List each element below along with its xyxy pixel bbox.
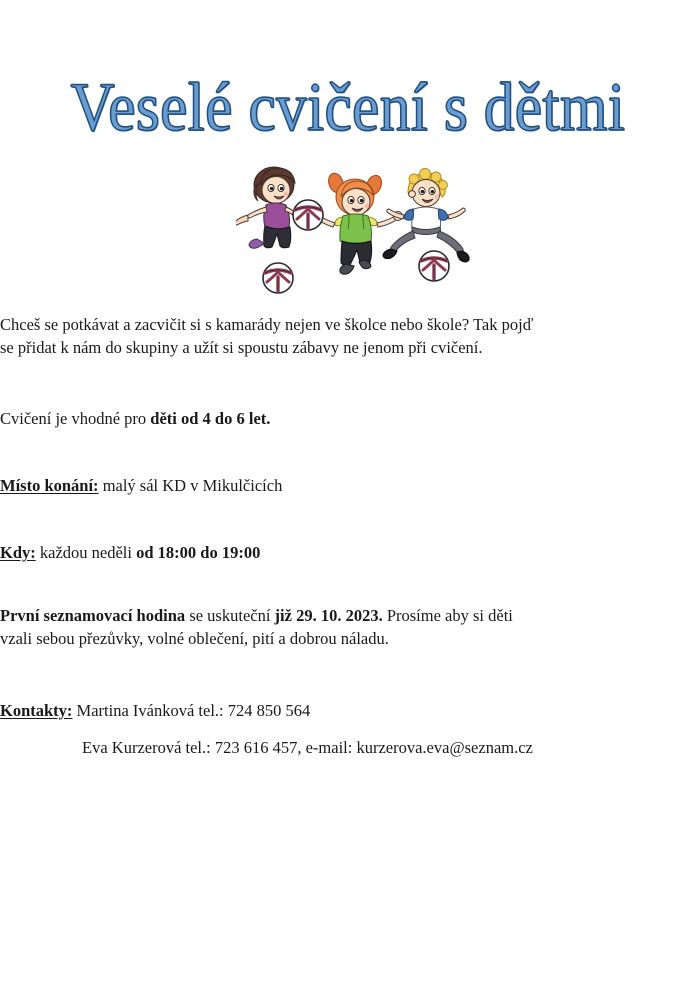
illustration-children-playing	[236, 163, 476, 308]
when-time: od 18:00 do 19:00	[136, 543, 261, 562]
when-label: Kdy:	[0, 543, 36, 562]
first-lesson-mid: se uskuteční	[185, 606, 275, 625]
page-title-container	[0, 70, 696, 146]
first-lesson-line-2: vzali sebou přezůvky, volné oblečení, pití a dobrou náladu.	[0, 629, 389, 649]
child-boy-blond	[383, 169, 469, 282]
paragraph-intro	[0, 313, 605, 360]
place-value: malý sál KD v Mikulčicích	[98, 476, 283, 495]
contacts-label: Kontakty:	[0, 701, 73, 720]
intro-line-2: se přidat k nám do skupiny a užít si spoustu zábavy ne jenom při cvičení.	[0, 338, 483, 358]
page-title: Veselé cvičení s dětmi	[70, 70, 626, 146]
place-label: Místo konání:	[0, 476, 99, 495]
paragraph-contacts	[0, 699, 610, 760]
intro-line-1: Chceš se potkávat a zacvičit si s kamarády nejen ve školce nebo škole? Tak pojď	[0, 315, 534, 334]
paragraph-age	[0, 407, 600, 430]
first-lesson-lead: První seznamovací hodina	[0, 606, 186, 625]
first-lesson-tail: Prosíme aby si děti	[382, 606, 513, 625]
contact-martina: Martina Ivánková tel.: 724 850 564	[72, 701, 311, 720]
paragraph-when	[0, 541, 600, 564]
first-lesson-date: již 29. 10. 2023.	[274, 606, 383, 625]
age-range: děti od 4 do 6 let.	[150, 409, 271, 428]
contact-eva: Eva Kurzerová tel.: 723 616 457, e-mail: kurzerova.eva@seznam.cz	[82, 738, 533, 758]
paragraph-place	[0, 474, 600, 497]
child-girl-brown-hair	[236, 167, 299, 293]
age-prefix: Cvičení je vhodné pro	[0, 409, 151, 428]
paragraph-first-lesson	[0, 604, 602, 651]
when-value: každou neděli	[35, 543, 137, 562]
